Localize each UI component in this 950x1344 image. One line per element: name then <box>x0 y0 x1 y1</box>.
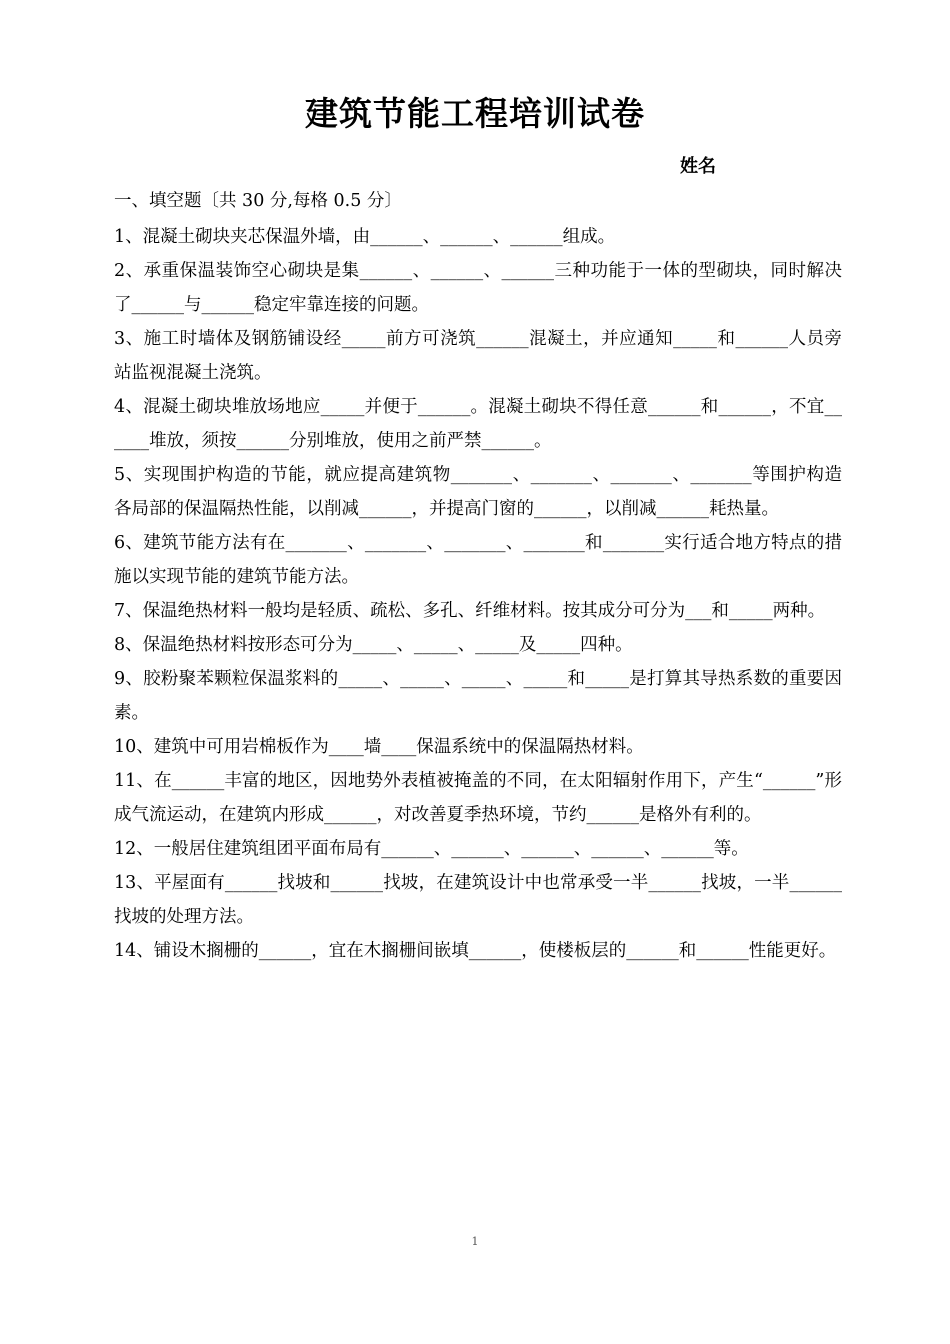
name-label: 姓名 <box>680 156 716 177</box>
question-8: 8、保温绝热材料按形态可分为_____、_____、_____及_____四种。 <box>114 635 633 655</box>
question-11: 11、在______丰富的地区，因地势外表植被掩盖的不同，在太阳辐射作用下，产生“______”形成气流运动，在建筑内形成______，对改善夏季热环境，节约______是格外有利的。 <box>114 771 842 825</box>
section-heading: 一、填空题〔共 30 分,每格 0.5 分〕 <box>114 191 402 211</box>
question-12: 12、一般居住建筑组团平面布局有______、______、______、______、______等。 <box>114 839 749 859</box>
question-10: 10、建筑中可用岩棉板作为____墙____保温系统中的保温隔热材料。 <box>114 737 644 757</box>
questions-section <box>114 182 842 968</box>
question-6: 6、建筑节能方法有在_______、_______、_______、_______和_______实行适合地方特点的措施以实现节能的建筑节能方法。 <box>114 533 842 587</box>
question-3: 3、施工时墙体及钢筋铺设经_____前方可浇筑______混凝土，并应通知_____和______人员旁站监视混凝土浇筑。 <box>114 329 842 383</box>
question-4: 4、混凝土砌块堆放场地应_____并便于______。混凝土砌块不得任意______和______，不宜______堆放，须按______分别堆放，使用之前严禁______。 <box>114 397 842 451</box>
question-5: 5、实现围护构造的节能，就应提高建筑物_______、_______、_______、_______等围护构造各局部的保温隔热性能，以削减______，并提高门窗的______，以削减______耗热量。 <box>114 465 842 519</box>
question-1: 1、混凝土砌块夹芯保温外墙，由______、______、______组成。 <box>114 227 616 247</box>
question-7: 7、保温绝热材料一般均是轻质、疏松、多孔、纤维材料。按其成分可分为___和_____两种。 <box>114 601 826 621</box>
question-2: 2、承重保温装饰空心砌块是集______、______、______三种功能于一体的型砌块，同时解决了______与______稳定牢靠连接的问题。 <box>114 261 842 315</box>
question-9: 9、胶粉聚苯颗粒保温浆料的_____、_____、_____、_____和_____是打算其导热系数的重要因素。 <box>114 669 842 723</box>
page-number: 1 <box>471 1235 479 1248</box>
document-title: 建筑节能工程培训试卷 <box>305 94 645 133</box>
question-14: 14、铺设木搁栅的______，宜在木搁栅间嵌填______，使楼板层的______和______性能更好。 <box>114 941 837 961</box>
question-13: 13、平屋面有______找坡和______找坡，在建筑设计中也常承受一半______找坡，一半______找坡的处理方法。 <box>114 873 842 927</box>
